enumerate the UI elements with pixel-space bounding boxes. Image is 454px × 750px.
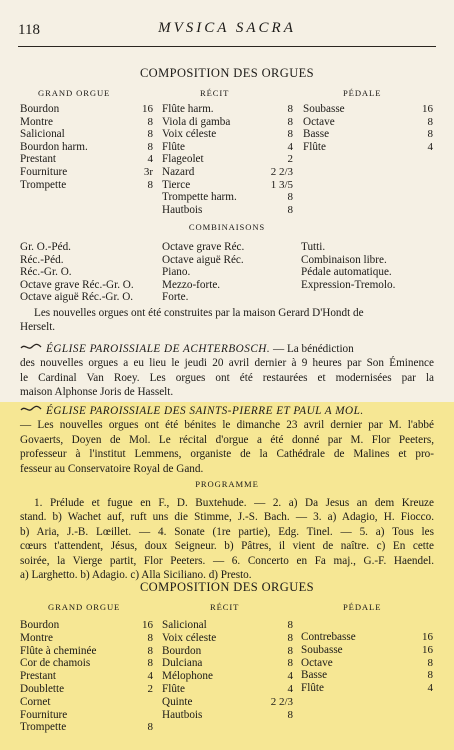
paragraph-line: Les nouvelles orgues ont été construites par la maison Gerard D'Hondt de bbox=[34, 307, 364, 319]
column-header-grand-orgue: GRAND ORGUE bbox=[38, 88, 111, 98]
stop-pitch: 16 bbox=[422, 103, 433, 115]
stop-name: Tierce bbox=[162, 178, 191, 191]
combination-item: Octave aiguë Réc. bbox=[162, 253, 244, 266]
stop-pitch: 1 3/5 bbox=[270, 178, 293, 191]
composition-title: COMPOSITION DES ORGUES bbox=[139, 580, 315, 594]
programme-title: PROGRAMME bbox=[195, 479, 259, 489]
combination-item: Pédale automatique. bbox=[301, 266, 392, 278]
stop-pitch: 8 bbox=[147, 178, 153, 191]
stop-name: Flûte harm. bbox=[162, 103, 214, 115]
stop-name: Basse bbox=[301, 669, 328, 682]
combination-item: Octave grave Réc.-Gr. O. bbox=[20, 278, 134, 291]
stop-name: Salicional bbox=[20, 128, 65, 141]
stop-pitch: 4 bbox=[147, 670, 153, 683]
paragraph-line: fesseur au Conservatoire Royal de Gand. bbox=[20, 462, 204, 475]
stop-name: Flûte bbox=[162, 683, 185, 695]
stop-pitch: 4 bbox=[287, 670, 293, 683]
stop-name: Octave bbox=[303, 115, 335, 128]
stop-name: Voix céleste bbox=[162, 631, 217, 644]
stop-name: Trompette bbox=[20, 178, 67, 191]
stop-name: Cornet bbox=[20, 695, 51, 708]
stop-pitch: 8 bbox=[287, 128, 293, 141]
combination-item: Expression-Tremolo. bbox=[301, 278, 396, 291]
stop-name: Flûte bbox=[303, 140, 326, 153]
programme-line: soirée, la Vierge partit, Flor Peeters. — 6. Concerto en Fa maj., G.-F. Haendel. bbox=[20, 554, 434, 567]
stop-name: Flageolet bbox=[162, 153, 204, 166]
stop-name: Hautbois bbox=[162, 708, 203, 721]
paragraph-line: — Les nouvelles orgues ont été bénites le dimanche 23 avril dernier par M. l'abbé bbox=[20, 419, 434, 432]
combination-item: Combinaison libre. bbox=[301, 253, 387, 266]
stop-name: Mélophone bbox=[162, 670, 213, 683]
stop-name: Soubasse bbox=[301, 643, 343, 656]
stop-pitch: 8 bbox=[427, 128, 433, 141]
stop-name: Nazard bbox=[162, 166, 195, 178]
stop-name: Voix céleste bbox=[162, 128, 217, 141]
stop-name: Dulciana bbox=[162, 657, 203, 670]
stop-pitch: 2 2/3 bbox=[270, 166, 293, 178]
stop-name: Trompette bbox=[20, 721, 67, 734]
stop-name: Prestant bbox=[20, 670, 57, 683]
paragraph-line bbox=[20, 404, 434, 418]
page-header bbox=[18, 18, 436, 44]
stop-pitch: 8 bbox=[147, 657, 153, 670]
stop-name: Trompette harm. bbox=[162, 191, 237, 204]
paragraph-line: Govaerts, Doyen de Mol. Le récital d'orgue a été donné par M. Flor Peeters, bbox=[20, 433, 434, 446]
combination-item: Octave grave Réc. bbox=[162, 241, 245, 253]
column-header-pedale: PÉDALE bbox=[343, 602, 382, 612]
combination-item: Forte. bbox=[162, 291, 189, 303]
builder-paragraph bbox=[20, 306, 434, 335]
combinaisons-title: COMBINAISONS bbox=[188, 222, 266, 232]
stop-name: Bourdon bbox=[20, 619, 60, 631]
stop-pitch: 8 bbox=[287, 644, 293, 657]
programme-line: 1. Prélude et fugue en F., D. Buxtehude. — 2. a) Da Jesus an dem Kreuze bbox=[34, 497, 434, 509]
stop-pitch: 8 bbox=[427, 669, 433, 682]
paragraph-line bbox=[20, 342, 434, 356]
page-number: 118 bbox=[18, 22, 40, 38]
stop-pitch: 3r bbox=[143, 166, 153, 178]
stop-pitch: 16 bbox=[142, 103, 153, 115]
stop-pitch: 16 bbox=[422, 643, 433, 656]
paragraph-text: — La bénédiction bbox=[270, 343, 354, 355]
stop-pitch: 8 bbox=[147, 140, 153, 153]
stop-name: Fourniture bbox=[20, 166, 68, 178]
header-rule bbox=[18, 46, 436, 47]
stop-name: Bourdon bbox=[20, 103, 60, 115]
stop-pitch: 8 bbox=[147, 128, 153, 141]
stop-pitch: 8 bbox=[147, 631, 153, 644]
stop-pitch: 8 bbox=[287, 103, 293, 115]
stop-pitch: 8 bbox=[147, 721, 153, 734]
paragraph-line: Herselt. bbox=[20, 321, 56, 334]
stop-pitch: 8 bbox=[287, 708, 293, 721]
combination-item: Piano. bbox=[162, 266, 191, 278]
stop-pitch: 16 bbox=[142, 619, 153, 631]
stop-pitch: 8 bbox=[147, 115, 153, 128]
stop-pitch: 4 bbox=[427, 140, 433, 153]
combination-item: Réc.-Péd. bbox=[20, 253, 64, 266]
stop-pitch: 4 bbox=[147, 153, 153, 166]
stop-name: Fourniture bbox=[20, 708, 68, 721]
stop-name: Cor de chamois bbox=[20, 657, 91, 670]
stop-name: Salicional bbox=[162, 619, 207, 631]
stop-pitch: 8 bbox=[287, 657, 293, 670]
stop-pitch: 16 bbox=[422, 631, 433, 643]
stop-pitch: 8 bbox=[287, 115, 293, 128]
stop-name: Prestant bbox=[20, 153, 57, 166]
programme-paragraph bbox=[20, 496, 434, 582]
stop-name: Bourdon bbox=[162, 644, 202, 657]
stop-pitch: 8 bbox=[287, 631, 293, 644]
column-header-recit: RÉCIT bbox=[210, 602, 240, 612]
combination-item: Octave aiguë Réc.-Gr. O. bbox=[20, 291, 134, 303]
stop-name: Viola di gamba bbox=[162, 115, 231, 128]
stop-name: Flûte à cheminée bbox=[20, 644, 97, 657]
stop-pitch: 8 bbox=[287, 191, 293, 204]
combination-item: Réc.-Gr. O. bbox=[20, 266, 72, 278]
stop-pitch: 4 bbox=[427, 682, 433, 695]
stop-pitch: 8 bbox=[287, 619, 293, 631]
stop-pitch: 2 bbox=[287, 153, 293, 166]
stop-pitch: 8 bbox=[427, 656, 433, 669]
stop-name: Soubasse bbox=[303, 103, 345, 115]
running-title: MVSICA SACRA bbox=[158, 20, 296, 36]
programme-line: stand. b) Wachet auf, ruft uns die Stimme, J.-S. Bach. — 3. a) Adagio, H. Fiocco. bbox=[20, 511, 434, 524]
programme-line: a) Larghetto. b) Adagio. c) Alla Siciliano. d) Presto. bbox=[20, 569, 252, 582]
achterbosch-paragraph bbox=[20, 342, 434, 400]
stop-name: Contrebasse bbox=[301, 631, 356, 643]
paragraph-line: des nouvelles orgues a eu lieu le jeudi 20 avril dernier à 9 heures par Son Éminence bbox=[20, 357, 434, 370]
stop-name: Montre bbox=[20, 631, 53, 644]
stop-pitch: 4 bbox=[287, 140, 293, 153]
paragraph-line: professeur à l'institut Lemmens, organiste de la Cathédrale de Malines et pro- bbox=[20, 448, 434, 461]
stop-name: Doublette bbox=[20, 683, 65, 695]
stop-name: Flûte bbox=[301, 682, 324, 695]
stop-name: Hautbois bbox=[162, 203, 203, 216]
combination-item: Mezzo-forte. bbox=[162, 278, 221, 291]
section-heading: ÉGLISE PAROISSIALE DE ACHTERBOSCH. bbox=[46, 343, 271, 355]
stop-pitch: 8 bbox=[427, 115, 433, 128]
programme-line: b) Aria, J.-B. Lœillet. — 4. Sonate (1re partie), Edg. Tinel. — 5. a) Tous les bbox=[20, 525, 434, 538]
column-header-recit: RÉCIT bbox=[200, 88, 230, 98]
swash-ornament-icon bbox=[20, 343, 42, 351]
stop-pitch: 8 bbox=[287, 203, 293, 216]
combination-item: Tutti. bbox=[301, 241, 326, 253]
stop-name: Montre bbox=[20, 115, 53, 128]
stop-name: Basse bbox=[303, 128, 330, 141]
stop-name: Octave bbox=[301, 656, 333, 669]
stop-name: Quinte bbox=[162, 695, 193, 708]
programme-line: cœurs t'attendent, Jésus, doux Seigneur. b) Pâtres, il vient de naître. c) En cette bbox=[20, 540, 434, 553]
stop-pitch: 8 bbox=[147, 644, 153, 657]
section-heading: ÉGLISE PAROISSIALE DES SAINTS-PIERRE ET PAUL A MOL. bbox=[46, 405, 364, 417]
paragraph-line: le Cardinal Van Roey. Les orgues ont été restaurées et modernisées par la bbox=[20, 371, 434, 384]
swash-ornament-icon bbox=[20, 405, 42, 413]
stop-pitch: 2 bbox=[147, 683, 153, 695]
column-header-grand-orgue: GRAND ORGUE bbox=[48, 602, 121, 612]
stop-pitch: 2 2/3 bbox=[270, 695, 293, 708]
combination-item: Gr. O.-Péd. bbox=[20, 241, 71, 253]
mol-paragraph bbox=[20, 404, 434, 476]
stop-name: Bourdon harm. bbox=[20, 140, 88, 153]
paragraph-line: maison Alphonse Joris de Hasselt. bbox=[20, 386, 174, 399]
column-header-pedale: PÉDALE bbox=[343, 88, 382, 98]
stop-name: Flûte bbox=[162, 140, 185, 153]
stop-pitch: 4 bbox=[287, 683, 293, 695]
composition-title: COMPOSITION DES ORGUES bbox=[139, 66, 315, 80]
